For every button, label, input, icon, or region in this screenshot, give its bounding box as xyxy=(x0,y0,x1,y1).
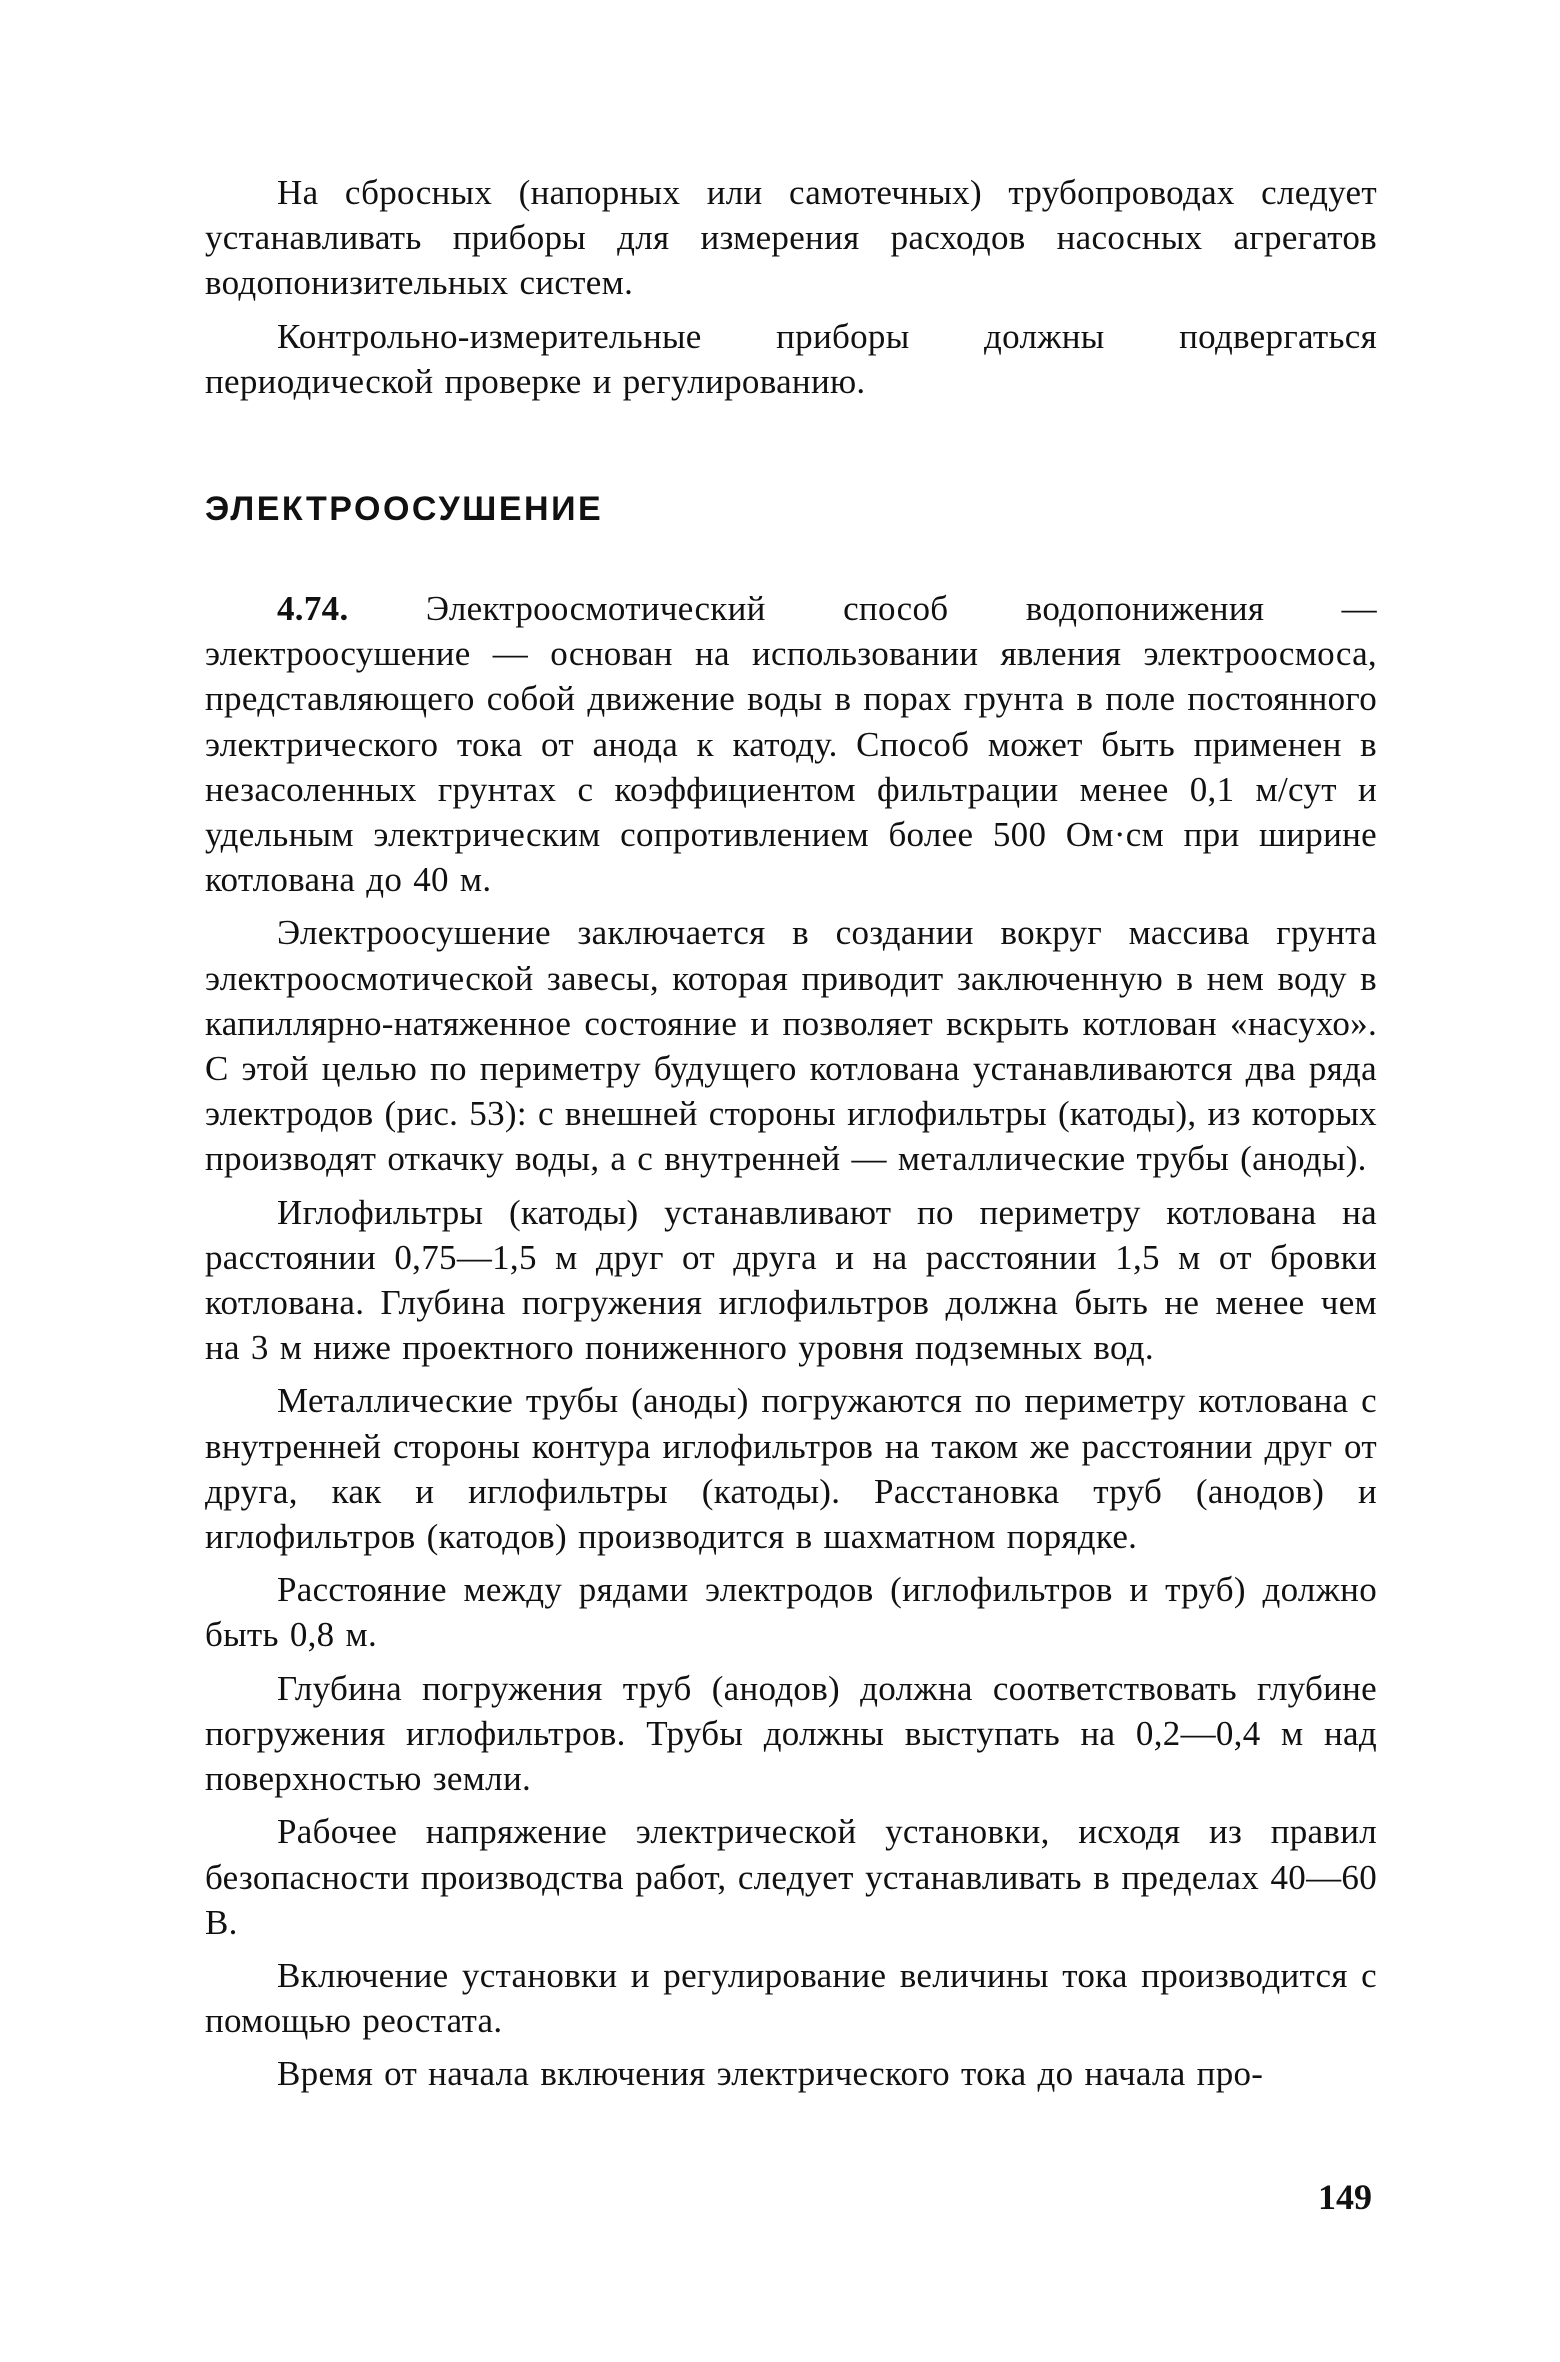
section-heading: ЭЛЕКТРООСУШЕНИЕ xyxy=(205,490,604,529)
body-paragraph-1: Электроосушение заключается в создании вокруг массива грунта электроосмотической завесы, которая приводит заключенную в нем воду в капиллярно-натяженное состояние и позволяет вскрыть котлован «насухо». С этой целью по периметру будущего котлована устанавливаются два ряда электродов (рис. 53): с внешней стороны иглофильтры (катоды), из которых производят откачку воды, а с внутренней — металлические трубы (аноды). xyxy=(205,913,1377,1179)
clause-paragraph xyxy=(205,586,1377,902)
body-paragraph-2: Иглофильтры (катоды) устанавливают по периметру котлована на расстоянии 0,75—1,5 м друг от друга и на расстоянии 1,5 м от бровки котлована. Глубина погружения иглофильтров должна быть не менее чем на 3 м ниже проектного пониженного уровня подземных вод. xyxy=(205,1192,1377,1368)
clause-text: Электроосмотический способ водопонижения — электроосушение — основан на использовании явления электроосмоса, представляющего собой движение воды в порах грунта в поле постоянного электрического тока от анода к катоду. Способ может быть применен в незасоленных грунтах с коэффициентом фильтрации менее 0,1 м/сут и удельным электрическим сопротивлением более 500 Ом·см при ширине котлована до 40 м. xyxy=(205,589,1377,900)
intro-paragraph-1: На сбросных (напорных или самотечных) трубопроводах следует устанавливать приборы для измерения расходов насосных агрегатов водопонизительных систем. xyxy=(205,173,1377,303)
body-paragraph-8: Время от начала включения электрического тока до начала про- xyxy=(277,2054,1264,2094)
page-number: 149 xyxy=(1318,2177,1372,2217)
body-paragraph-3: Металлические трубы (аноды) погружаются по периметру котлована с внутренней стороны контура иглофильтров на таком же расстоянии друг от друга, как и иглофильтры (катоды). Расстановка труб (анодов) и иглофильтров (катодов) производится в шахматном порядке. xyxy=(205,1381,1377,1557)
body-paragraph-5: Глубина погружения труб (анодов) должна соответствовать глубине погружения иглофильтров. Трубы должны выступать на 0,2—0,4 м над поверхностью земли. xyxy=(205,1668,1377,1799)
clause-number: 4.74. xyxy=(277,589,349,629)
page-body xyxy=(205,170,1377,2105)
body-paragraph-4: Расстояние между рядами электродов (иглофильтров и труб) должно быть 0,8 м. xyxy=(205,1570,1377,1655)
intro-paragraph-2: Контрольно-измерительные приборы должны подвергаться периодической проверке и регулированию. xyxy=(205,316,1377,401)
body-paragraph-7: Включение установки и регулирование величины тока производится с помощью реостата. xyxy=(205,1955,1377,2041)
body-paragraph-6: Рабочее напряжение электрической установки, исходя из правил безопасности производства работ, следует устанавливать в пределах 40—60 В. xyxy=(205,1812,1377,1942)
